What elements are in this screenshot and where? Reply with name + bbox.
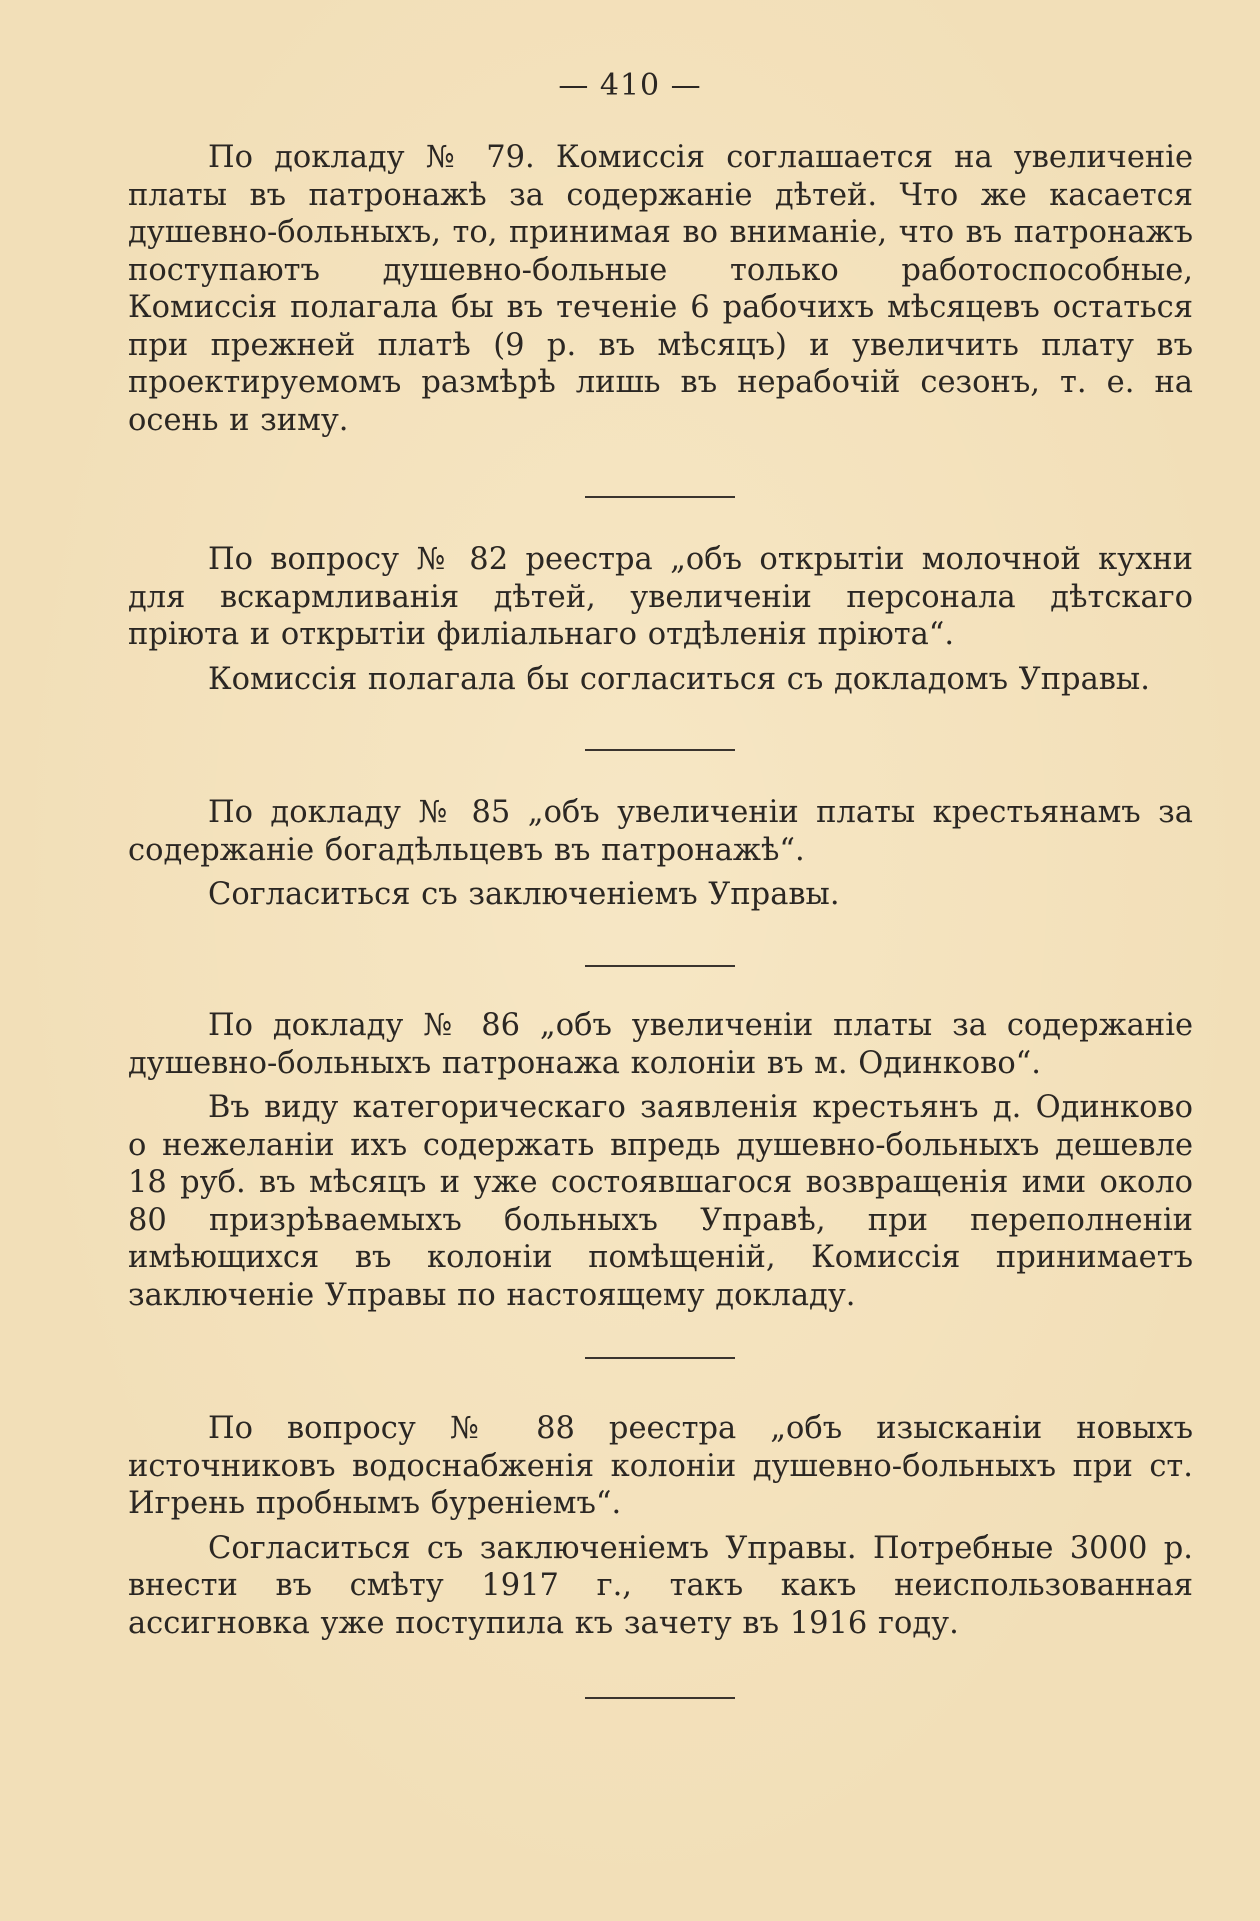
paragraph: По вопросу № 82 реестра „объ открытіи молочной кухни для вскармливанія дѣтей, увеличеніи персонала дѣтскаго пріюта и открытіи филіальнаго отдѣленія пріюта“. <box>128 542 1193 652</box>
paragraph: Комиссія полагала бы согласиться съ докладомъ Управы. <box>208 661 1150 697</box>
paragraph: По вопросу № 88 реестра „объ изысканіи новыхъ источниковъ водоснабженія колоніи душевно-больныхъ при ст. Игрень пробнымъ буреніемъ“. <box>128 1411 1193 1521</box>
section-question-88 <box>128 1410 1193 1642</box>
paragraph: По докладу № 86 „объ увеличеніи платы за содержаніе душевно-больныхъ патронажа колоніи въ м. Одинково“. <box>128 1008 1193 1081</box>
paragraph: По докладу № 85 „объ увеличеніи платы крестьянамъ за содержаніе богадѣльцевъ въ патронажѣ“. <box>128 795 1193 868</box>
section-divider <box>585 749 735 751</box>
section-question-82 <box>128 541 1193 698</box>
section-report-79 <box>128 139 1193 439</box>
section-report-85 <box>128 794 1193 914</box>
paragraph: Согласиться съ заключеніемъ Управы. <box>208 877 840 912</box>
paragraph: Въ виду категорическаго заявленія крестьянъ д. Одинково о нежеланіи ихъ содержать впредь душевно-больныхъ дешевле 18 руб. въ мѣсяцъ и уже состоявшагося возвращенія ими около 80 призрѣваемыхъ больныхъ Управѣ, при переполненіи имѣющихся въ колоніи помѣщеній, Комиссія принимаетъ заключеніе Управы по настоящему докладу. <box>128 1090 1193 1313</box>
section-divider <box>585 965 735 967</box>
paragraph: Согласиться съ заключеніемъ Управы. Потребные 3000 р. внести въ смѣту 1917 г., такъ какъ неиспользованная ассигновка уже поступила къ зачету въ 1916 году. <box>128 1530 1193 1641</box>
section-report-86 <box>128 1007 1193 1314</box>
section-divider <box>585 1697 735 1699</box>
page-number: — 410 — <box>558 68 702 103</box>
paragraph: По докладу № 79. Комиссія соглашается на увеличеніе платы въ патронажѣ за содержаніе дѣтей. Что же касается душевно-больныхъ, то, принимая во вниманіе, что въ патронажъ поступаютъ душевно-больные только работоспособные, Комиссія полагала бы въ теченіе 6 рабочихъ мѣсяцевъ остаться при прежней платѣ (9 р. въ мѣсяцъ) и увеличить плату въ проектируемомъ размѣрѣ лишь въ нерабочій сезонъ, т. е. на осень и зиму. <box>128 140 1193 438</box>
section-divider <box>585 496 735 498</box>
section-divider <box>585 1357 735 1359</box>
